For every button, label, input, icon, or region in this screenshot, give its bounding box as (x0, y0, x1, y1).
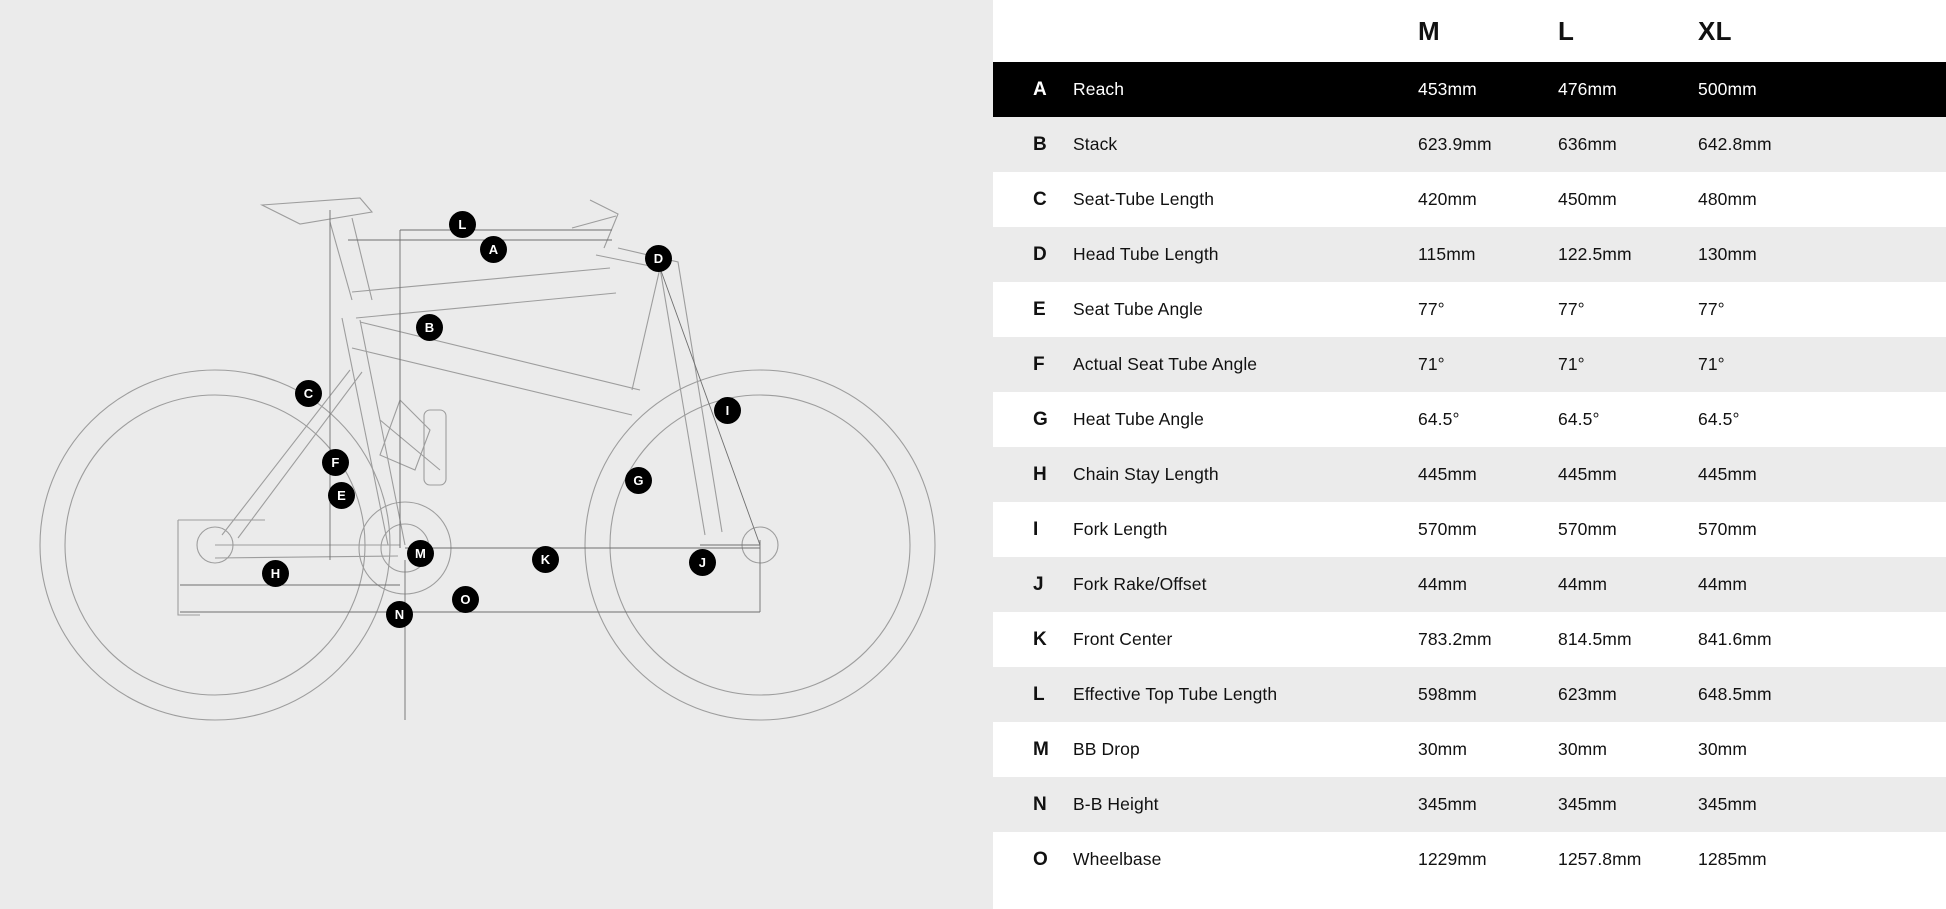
row-value-m: 783.2mm (1418, 629, 1492, 649)
row-value-l: 71° (1558, 354, 1585, 374)
row-value-m: 570mm (1418, 519, 1477, 539)
down-tube-outline-2 (352, 348, 632, 415)
row-value-l: 476mm (1558, 79, 1617, 99)
rear-dropout-outline (178, 520, 200, 615)
row-letter: B (1033, 133, 1048, 155)
diagram-marker-L: L (449, 211, 476, 238)
table-row[interactable] (993, 392, 1946, 447)
table-row[interactable] (993, 227, 1946, 282)
row-value-l: 623mm (1558, 684, 1617, 704)
row-label: Fork Rake/Offset (1073, 574, 1207, 594)
chainstay-outline-2 (215, 556, 398, 558)
row-label: Head Tube Length (1073, 244, 1219, 264)
row-value-xl: 445mm (1698, 464, 1757, 484)
geometry-table-panel (993, 0, 1946, 909)
table-row[interactable] (993, 777, 1946, 832)
row-label: B-B Height (1073, 794, 1159, 814)
row-label: Chain Stay Length (1073, 464, 1219, 484)
diagram-marker-G: G (625, 467, 652, 494)
shock-body-outline (424, 410, 446, 485)
row-label: Stack (1073, 134, 1118, 154)
row-label: Wheelbase (1073, 849, 1162, 869)
table-row[interactable] (993, 667, 1946, 722)
row-letter: L (1033, 683, 1045, 705)
row-value-xl: 71° (1698, 354, 1725, 374)
row-value-xl: 1285mm (1698, 849, 1767, 869)
table-row[interactable] (993, 502, 1946, 557)
row-letter: E (1033, 298, 1046, 320)
table-header-row (993, 0, 1946, 62)
row-letter: J (1033, 573, 1044, 595)
row-value-xl: 77° (1698, 299, 1725, 319)
row-label: Seat Tube Angle (1073, 299, 1203, 319)
row-value-m: 115mm (1418, 244, 1476, 264)
diagram-marker-H: H (262, 560, 289, 587)
down-tube-outline (360, 322, 640, 390)
top-tube-outline-2 (356, 293, 616, 318)
row-value-m: 453mm (1418, 79, 1477, 99)
row-value-m: 420mm (1418, 189, 1477, 209)
stem-outline (572, 216, 616, 228)
row-value-xl: 570mm (1698, 519, 1757, 539)
seatpost-outline (352, 218, 372, 300)
row-value-l: 450mm (1558, 189, 1617, 209)
row-letter: M (1033, 738, 1050, 760)
row-letter: I (1033, 518, 1039, 540)
handlebar-outline (590, 200, 618, 248)
table-row[interactable] (993, 117, 1946, 172)
row-value-xl: 30mm (1698, 739, 1748, 759)
table-row[interactable] (993, 557, 1946, 612)
table-row[interactable] (993, 722, 1946, 777)
table-row[interactable] (993, 62, 1946, 117)
size-header-xl: XL (1698, 15, 1732, 46)
row-value-l: 636mm (1558, 134, 1617, 154)
row-value-l: 345mm (1558, 794, 1617, 814)
row-value-l: 122.5mm (1558, 244, 1632, 264)
diagram-marker-D: D (645, 245, 672, 272)
row-label: Front Center (1073, 629, 1173, 649)
row-value-l: 570mm (1558, 519, 1617, 539)
table-row[interactable] (993, 172, 1946, 227)
row-label: Seat-Tube Length (1073, 189, 1215, 209)
row-value-xl: 130mm (1698, 244, 1757, 264)
row-value-m: 64.5° (1418, 409, 1460, 429)
diagram-marker-C: C (295, 380, 322, 407)
table-row[interactable] (993, 447, 1946, 502)
row-letter: A (1033, 78, 1048, 100)
table-row[interactable] (993, 282, 1946, 337)
row-value-xl: 480mm (1698, 189, 1757, 209)
fork-outline (596, 255, 705, 535)
row-value-l: 445mm (1558, 464, 1617, 484)
row-value-m: 1229mm (1418, 849, 1487, 869)
row-value-m: 445mm (1418, 464, 1477, 484)
row-value-xl: 44mm (1698, 574, 1748, 594)
seatpost-outline-2 (330, 222, 352, 300)
fork-axis-guide (660, 268, 760, 545)
row-value-l: 814.5mm (1558, 629, 1632, 649)
row-value-l: 44mm (1558, 574, 1608, 594)
row-value-l: 1257.8mm (1558, 849, 1642, 869)
row-value-xl: 642.8mm (1698, 134, 1772, 154)
row-value-m: 623.9mm (1418, 134, 1492, 154)
row-value-xl: 841.6mm (1698, 629, 1772, 649)
row-value-xl: 64.5° (1698, 409, 1740, 429)
diagram-marker-N: N (386, 601, 413, 628)
diagram-marker-I: I (714, 397, 741, 424)
row-value-m: 30mm (1418, 739, 1468, 759)
table-row[interactable] (993, 832, 1946, 887)
row-value-m: 598mm (1418, 684, 1477, 704)
row-letter: K (1033, 628, 1048, 650)
row-label: Heat Tube Angle (1073, 409, 1204, 429)
table-row[interactable] (993, 337, 1946, 392)
row-letter: D (1033, 243, 1048, 265)
row-value-m: 77° (1418, 299, 1445, 319)
row-label: Actual Seat Tube Angle (1073, 354, 1258, 374)
size-header-m: M (1418, 15, 1440, 46)
row-value-xl: 648.5mm (1698, 684, 1772, 704)
row-value-l: 30mm (1558, 739, 1608, 759)
row-letter: F (1033, 353, 1045, 375)
diagram-marker-M: M (407, 540, 434, 567)
row-value-m: 71° (1418, 354, 1445, 374)
size-header-l: L (1558, 15, 1575, 46)
row-letter: O (1033, 848, 1049, 870)
head-tube-outline (632, 268, 660, 390)
seat-tube-outline (360, 320, 405, 545)
diagram-marker-J: J (689, 549, 716, 576)
row-value-xl: 345mm (1698, 794, 1757, 814)
row-value-l: 77° (1558, 299, 1585, 319)
row-value-m: 44mm (1418, 574, 1468, 594)
row-label: Effective Top Tube Length (1073, 684, 1278, 704)
diagram-marker-F: F (322, 449, 349, 476)
diagram-marker-B: B (416, 314, 443, 341)
row-letter: C (1033, 188, 1048, 210)
diagram-marker-E: E (328, 482, 355, 509)
top-tube-outline (352, 268, 610, 292)
row-letter: H (1033, 463, 1048, 485)
row-letter: G (1033, 408, 1049, 430)
row-value-xl: 500mm (1698, 79, 1757, 99)
row-label: BB Drop (1073, 739, 1140, 759)
diagram-marker-A: A (480, 236, 507, 263)
row-value-l: 64.5° (1558, 409, 1600, 429)
row-value-m: 345mm (1418, 794, 1477, 814)
geometry-table (993, 0, 1946, 887)
diagram-marker-O: O (452, 586, 479, 613)
table-row[interactable] (993, 612, 1946, 667)
row-label: Reach (1073, 79, 1125, 99)
saddle-outline (262, 198, 372, 224)
diagram-marker-K: K (532, 546, 559, 573)
row-label: Fork Length (1073, 519, 1168, 539)
row-letter: N (1033, 793, 1048, 815)
